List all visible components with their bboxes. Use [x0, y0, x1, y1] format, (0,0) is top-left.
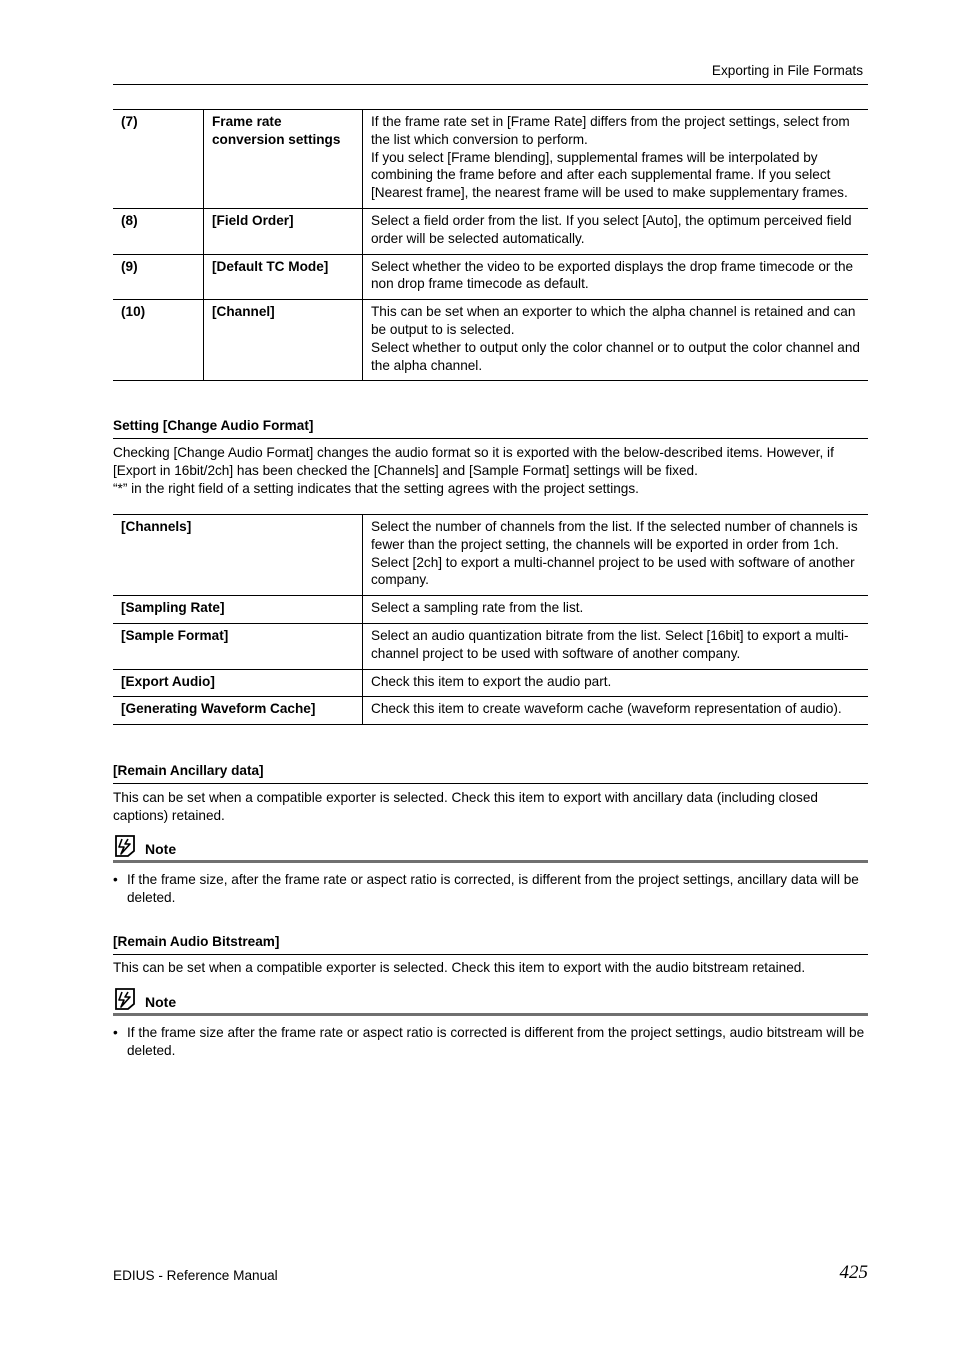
setting-name: Frame rate conversion settings: [204, 110, 363, 209]
setting-name: [Channel]: [204, 300, 363, 381]
setting-description: Select a field order from the list. If you select [Auto], the optimum perceived field order will be selected automatically.: [363, 208, 869, 254]
row-number: (8): [113, 208, 204, 254]
setting-description: Select a sampling rate from the list.: [363, 596, 869, 624]
bullet: •: [113, 872, 118, 887]
ancillary-description: This can be set when a compatible exporter is selected. Check this item to export with ancillary data (including closed captions) retained.: [113, 790, 818, 823]
table-row: [113, 300, 868, 381]
ancillary-heading: [Remain Ancillary data]: [113, 762, 868, 784]
manual-title: EDIUS - Reference Manual: [113, 1268, 278, 1283]
note-icon: [113, 834, 137, 858]
audio-settings-table: [113, 514, 868, 725]
export-settings-table: [113, 109, 868, 381]
bitstream-note-header: [113, 987, 868, 1016]
setting-name: [Channels]: [113, 515, 363, 596]
setting-name: [Export Audio]: [113, 669, 363, 697]
ancillary-note-item: [113, 871, 868, 907]
table-row: [113, 669, 868, 697]
setting-description: Select an audio quantization bitrate from the list. Select [16bit] to export a multi-channel project to be used with software of another company.: [363, 623, 869, 669]
setting-name: [Default TC Mode]: [204, 254, 363, 300]
setting-description: Check this item to export the audio part.: [363, 669, 869, 697]
table-row: [113, 110, 868, 209]
page-header: [113, 62, 868, 85]
setting-name: [Sample Format]: [113, 623, 363, 669]
note-label: Note: [145, 841, 177, 857]
table-row: [113, 208, 868, 254]
page-number: 425: [839, 1262, 868, 1283]
setting-name: [Generating Waveform Cache]: [113, 697, 363, 725]
table-row: [113, 254, 868, 300]
note-text: If the frame size, after the frame rate or aspect ratio is corrected, is different from the project settings, ancillary data will be deleted.: [127, 872, 859, 905]
setting-name: [Field Order]: [204, 208, 363, 254]
setting-description: Select whether the video to be exported displays the drop frame timecode or the non drop frame timecode as default.: [363, 254, 869, 300]
note-label: Note: [145, 994, 177, 1010]
setting-description: This can be set when an exporter to which the alpha channel is retained and can be output to is selected. Select whether to output only the color channel or to output the color channel and the alpha channel.: [363, 300, 869, 381]
note-icon: [113, 987, 137, 1011]
row-number: (9): [113, 254, 204, 300]
change-audio-description: Checking [Change Audio Format] changes the audio format so it is exported with the below-described items. However, if [Export in 16bit/2ch] has been checked the [Channels] and [Sample Format] settings will be fixed. “*” in the right field of a setting indicates that the setting agrees with the project settings.: [113, 445, 834, 496]
row-number: (7): [113, 110, 204, 209]
bitstream-description: This can be set when a compatible exporter is selected. Check this item to export with the audio bitstream retained.: [113, 960, 806, 975]
table-row: [113, 697, 868, 725]
ancillary-note-header: [113, 834, 868, 863]
table-row: [113, 596, 868, 624]
row-number: (10): [113, 300, 204, 381]
setting-name: [Sampling Rate]: [113, 596, 363, 624]
section-title: Exporting in File Formats: [711, 63, 863, 78]
note-text: If the frame size after the frame rate or aspect ratio is corrected is different from the project settings, audio bitstream will be deleted.: [127, 1025, 865, 1058]
setting-description: If the frame rate set in [Frame Rate] differs from the project settings, select from the list which conversion to perform. If you select [Frame blending], supplemental frames will be interpolated by combining the frame before and after each supplemental frame. If you select [Nearest frame], the nearest frame will be used to make supplementary frames.: [363, 110, 869, 209]
change-audio-heading: Setting [Change Audio Format]: [113, 417, 868, 439]
setting-description: Select the number of channels from the list. If the selected number of channels is fewer than the project setting, the channels will be exported in order from 1ch. Select [2ch] to export a multi-channel project to be used with software of another company.: [363, 515, 869, 596]
bitstream-heading: [Remain Audio Bitstream]: [113, 933, 868, 955]
setting-description: Check this item to create waveform cache (waveform representation of audio).: [363, 697, 869, 725]
table-row: [113, 623, 868, 669]
bitstream-note-item: [113, 1024, 868, 1060]
table-row: [113, 515, 868, 596]
bullet: •: [113, 1025, 118, 1040]
